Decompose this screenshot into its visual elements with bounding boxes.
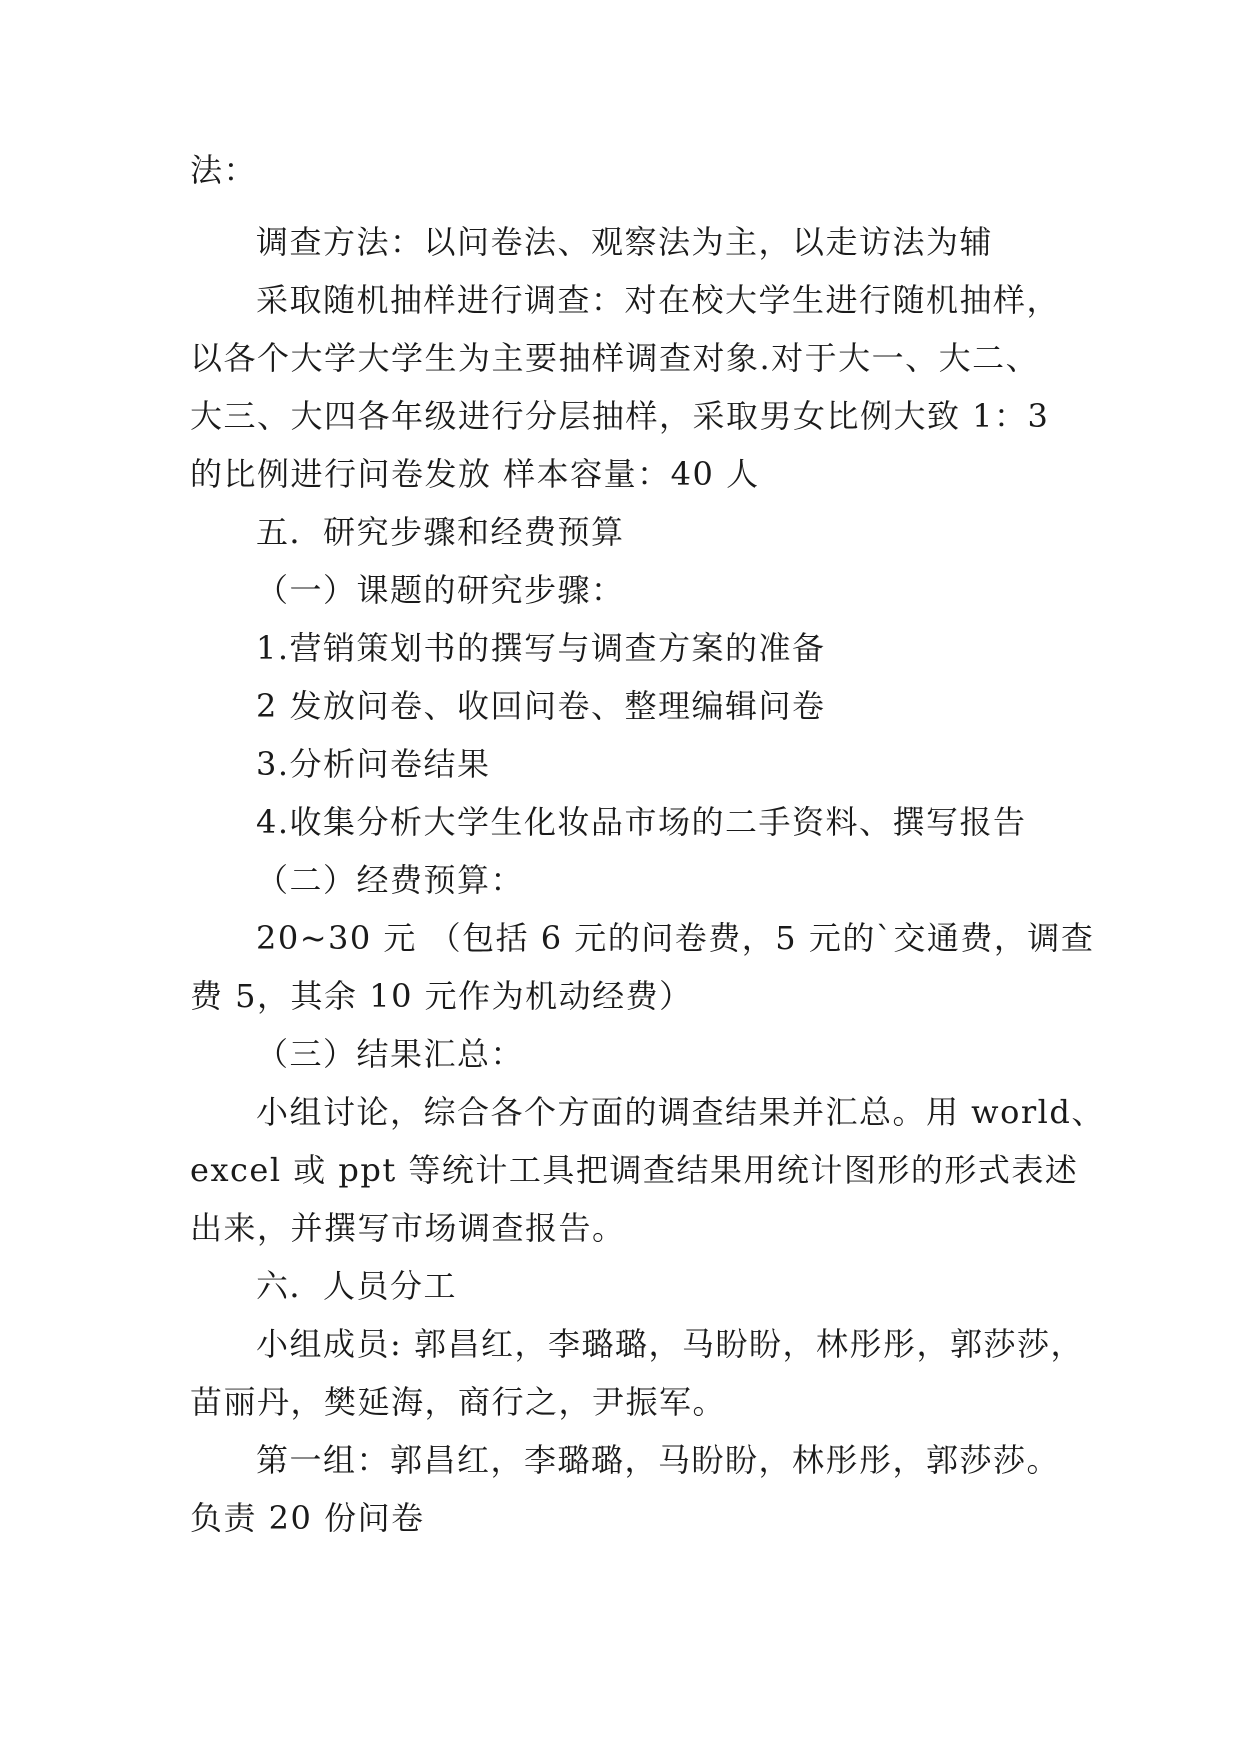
subsection-heading: （二）经费预算： bbox=[256, 861, 525, 899]
subsection-heading: （三）结果汇总： bbox=[256, 1035, 525, 1073]
text-line: 第一组：郭昌红，李璐璐，马盼盼，林彤彤，郭莎莎。 bbox=[256, 1441, 1061, 1479]
text-line: 采取随机抽样进行调查：对在校大学生进行随机抽样， bbox=[256, 281, 1061, 319]
text-line: 20~30 元 （包括 6 元的问卷费，5 元的`交通费，调查 bbox=[256, 919, 1095, 957]
section-heading: 五．研究步骤和经费预算 bbox=[256, 513, 625, 551]
text-line: 负责 20 份问卷 bbox=[190, 1499, 425, 1537]
text-line: 小组成员: 郭昌红，李璐璐，马盼盼，林彤彤，郭莎莎， bbox=[256, 1325, 1084, 1363]
text-line: 法： bbox=[190, 151, 258, 189]
text-line: 苗丽丹，樊延海，商行之，尹振军。 bbox=[190, 1383, 727, 1421]
section-heading: 六．人员分工 bbox=[256, 1267, 458, 1305]
text-line: 调查方法：以问卷法、观察法为主，以走访法为辅 bbox=[256, 223, 994, 261]
text-line: 出来，并撰写市场调查报告。 bbox=[190, 1209, 626, 1247]
text-line: 大三、大四各年级进行分层抽样，采取男女比例大致 1：3 bbox=[190, 397, 1050, 435]
list-item: 3.分析问卷结果 bbox=[256, 745, 491, 783]
text-line: 以各个大学大学生为主要抽样调查对象.对于大一、大二、 bbox=[190, 339, 1040, 377]
text-line: 的比例进行问卷发放 样本容量：40 人 bbox=[190, 455, 760, 493]
list-item: 2 发放问卷、收回问卷、整理编辑问卷 bbox=[256, 687, 826, 725]
text-line: excel 或 ppt 等统计工具把调查结果用统计图形的形式表述 bbox=[190, 1151, 1079, 1189]
list-item: 1.营销策划书的撰写与调查方案的准备 bbox=[256, 629, 826, 667]
text-line: 小组讨论，综合各个方面的调查结果并汇总。用 world、 bbox=[256, 1093, 1105, 1131]
subsection-heading: （一）课题的研究步骤： bbox=[256, 571, 625, 609]
list-item: 4.收集分析大学生化妆品市场的二手资料、撰写报告 bbox=[256, 803, 1027, 841]
text-line: 费 5，其余 10 元作为机动经费） bbox=[190, 977, 693, 1015]
